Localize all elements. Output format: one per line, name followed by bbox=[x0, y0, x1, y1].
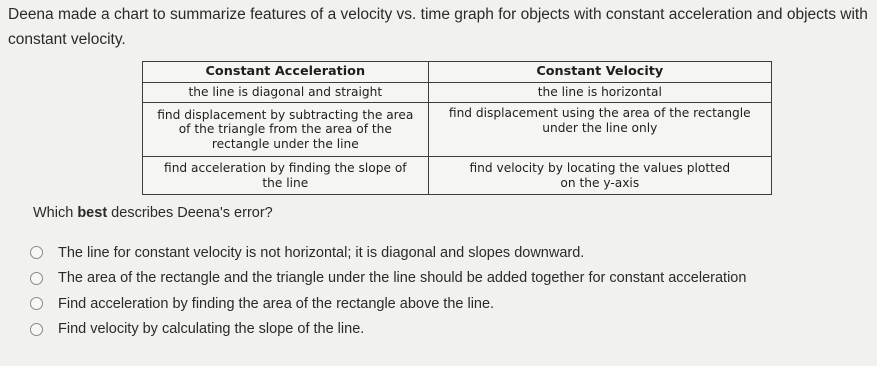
question-text: Deena made a chart to summarize features of a velocity vs. time graph for objects with constant acceleration and objects with constant velocity. bbox=[8, 6, 868, 48]
radio-button-icon[interactable] bbox=[30, 272, 43, 285]
option-label: Find acceleration by finding the area of the rectangle above the line. bbox=[58, 295, 495, 312]
table-row bbox=[143, 83, 772, 103]
radio-button-icon[interactable] bbox=[30, 246, 43, 259]
answer-option-c[interactable] bbox=[30, 291, 746, 316]
prompt-prefix: Which bbox=[33, 205, 78, 221]
radio-button-icon[interactable] bbox=[30, 297, 43, 310]
prompt-bold: best bbox=[77, 205, 108, 221]
answer-options bbox=[30, 240, 746, 342]
header-constant-velocity: Constant Velocity bbox=[428, 62, 771, 83]
table-cell: find acceleration by finding the slope of the line bbox=[143, 157, 429, 195]
table-cell: the line is diagonal and straight bbox=[143, 83, 429, 103]
features-table bbox=[142, 61, 772, 195]
prompt-text bbox=[33, 203, 273, 223]
header-constant-acceleration: Constant Acceleration bbox=[143, 62, 429, 83]
option-label: Find velocity by calculating the slope of the line. bbox=[58, 321, 365, 338]
option-label: The line for constant velocity is not horizontal; it is diagonal and slopes downward. bbox=[58, 244, 585, 261]
table-row bbox=[143, 103, 772, 157]
answer-option-b[interactable] bbox=[30, 266, 746, 291]
table-header-row bbox=[143, 62, 772, 83]
radio-button-icon[interactable] bbox=[30, 323, 43, 336]
table-row bbox=[143, 157, 772, 195]
answer-option-d[interactable] bbox=[30, 317, 746, 342]
table-cell: find displacement by subtracting the area of the triangle from the area of the rectangle under the line bbox=[143, 103, 429, 157]
option-label: The area of the rectangle and the triangle under the line should be added together for constant acceleration bbox=[58, 270, 747, 287]
prompt-suffix: describes Deena's error? bbox=[107, 205, 273, 221]
answer-option-a[interactable] bbox=[30, 240, 746, 265]
table-cell: the line is horizontal bbox=[428, 83, 771, 103]
table-cell: find velocity by locating the values plotted on the y-axis bbox=[428, 157, 771, 195]
table-cell: find displacement using the area of the rectangle under the line only bbox=[428, 103, 771, 157]
